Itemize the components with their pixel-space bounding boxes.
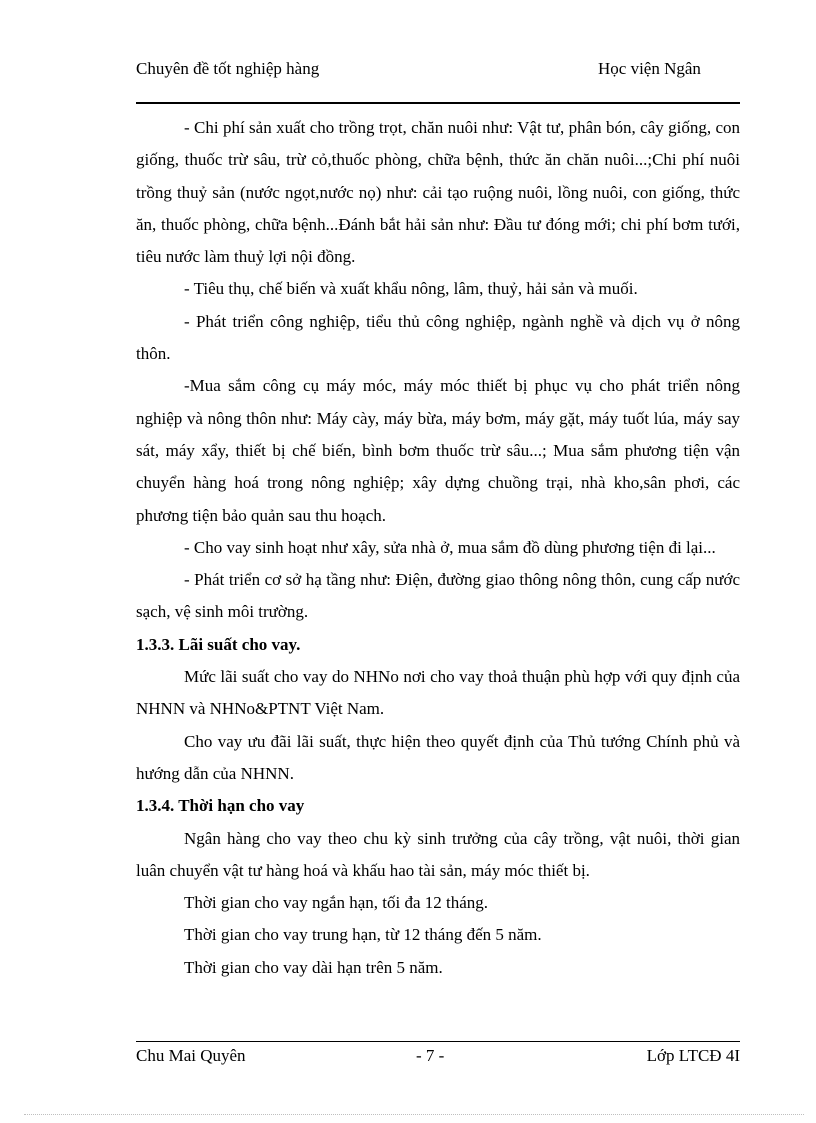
page-footer [136,1041,740,1065]
footer-class: Lớp LTCĐ 4I [646,1046,740,1065]
section-heading: 1.3.4. Thời hạn cho vay [136,796,305,816]
paragraph: - Phát triển công nghiệp, tiểu thủ công nghiệp, ngành nghề và dịch vụ ở nông thôn. [136,311,740,364]
paragraph: Thời gian cho vay ngắn hạn, tối đa 12 tháng. [184,893,489,913]
page-edge-divider [24,1114,804,1115]
paragraph: - Phát triển cơ sở hạ tầng như: Điện, đường giao thông nông thôn, cung cấp nước sạch, vệ sinh môi trường. [136,570,740,622]
paragraph: -Mua sắm công cụ máy móc, máy móc thiết bị phục vụ cho phát triển nông nghiệp và nông thôn như: Máy cày, máy bừa, máy bơm, máy gặt, máy tuốt lúa, máy say sát, máy xẩy, thiết bị chế biến, bình bơm thuốc trừ sâu...; Mua sắm phương tiện vận chuyển hàng hoá trong nông nghiệp; xây dựng chuồng trại, nhà kho,sân phơi, các phương tiện bảo quản sau thu hoạch. [136,376,740,525]
page-header [136,58,740,104]
paragraph: - Chi phí sản xuất cho trồng trọt, chăn nuôi như: Vật tư, phân bón, cây giống, con giống, thuốc trừ sâu, trừ cỏ,thuốc phòng, chữa bệnh, thức ăn chăn nuôi...;Chi phí nuôi trồng thuỷ sản (nước ngọt,nước nọ) như: cải tạo ruộng nuôi, lồng nuôi, con giống, thức ăn, thuốc phòng, chữa bệnh...Đánh bắt hải sản như: Đầu tư đóng mới; chi phí bơm tưới, tiêu nước làm thuỷ lợi nội đồng. [136,118,740,267]
paragraph: Cho vay ưu đãi lãi suất, thực hiện theo quyết định của Thủ tướng Chính phủ và hướng dẫn của NHNN. [136,731,740,783]
paragraph: Thời gian cho vay trung hạn, từ 12 tháng đến 5 năm. [184,925,542,945]
paragraph: Mức lãi suất cho vay do NHNo nơi cho vay thoả thuận phù hợp với quy định của NHNN và NHNo&PTNT Việt Nam. [136,667,740,719]
section-heading: 1.3.3. Lãi suất cho vay. [136,634,301,654]
document-body [136,112,740,984]
paragraph: - Cho vay sinh hoạt như xây, sửa nhà ở, mua sắm đồ dùng phương tiện đi lại... [184,537,716,557]
footer-author: Chu Mai Quyên [136,1046,246,1065]
header-title: Chuyên đề tốt nghiệp hàng [136,59,320,78]
paragraph: - Tiêu thụ, chế biến và xuất khẩu nông, lâm, thuỷ, hải sản và muối. [184,279,638,299]
header-institution: Học viện Ngân [598,59,701,78]
paragraph: Thời gian cho vay dài hạn trên 5 năm. [184,957,443,977]
page-number: - 7 - [416,1046,445,1065]
paragraph: Ngân hàng cho vay theo chu kỳ sinh trưởng của cây trồng, vật nuôi, thời gian luân chuyển vật tư hàng hoá và khấu hao tài sản, máy móc thiết bị. [136,828,740,880]
